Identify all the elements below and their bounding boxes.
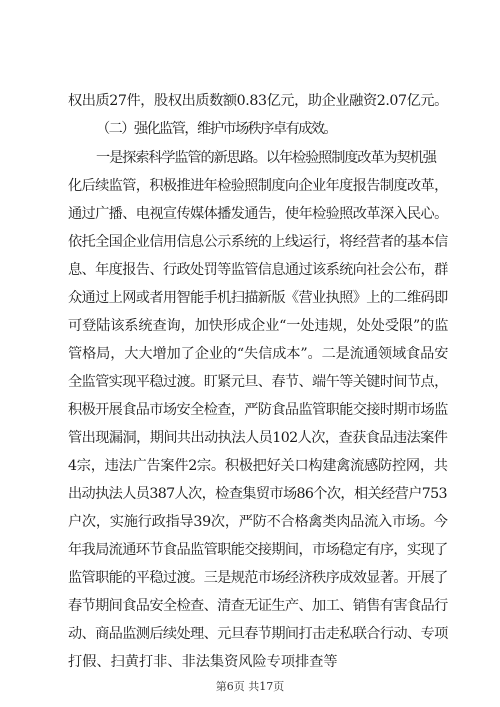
text-line: 春节期间食品安全检查、清查无证生产、加工、销售有害食品行 [68, 598, 448, 614]
text-line: 监管职能的平稳过渡。三是规范市场经济秩序成效显著。开展了 [68, 570, 448, 586]
text-line: 积极开展食品市场安全检查，严防食品监管职能交接时期市场监 [68, 402, 448, 418]
section-heading: （二）强化监管，维护市场秩序卓有成效。 [96, 121, 337, 137]
text-line: 权出质27件，股权出质数额0.83亿元，助企业融资2.07亿元。 [68, 93, 448, 109]
text-line: 化后续监管，积极推进年检验照制度向企业年度报告制度改革， [68, 178, 448, 194]
text-line: 众通过上网或者用智能手机扫描新版《营业执照》上的二维码即 [68, 290, 448, 306]
text-line: 动、商品监测后续处理、元旦春节期间打击走私联合行动、专项 [68, 626, 448, 642]
text-line: 年我局流通环节食品监管职能交接期间，市场稳定有序，实现了 [68, 542, 448, 558]
text-line: 依托全国企业信用信息公示系统的上线运行，将经营者的基本信 [68, 234, 448, 250]
text-line: 管出现漏洞，期间共出动执法人员102人次，查获食品违法案件 [68, 430, 448, 446]
text-line: 打假、扫黄打非、非法集资风险专项排查等 [68, 654, 338, 670]
text-line: 全监管实现平稳过渡。盯紧元旦、春节、端午等关键时间节点， [68, 374, 448, 390]
text-line: 通过广播、电视宣传媒体播发通告，使年检验照改革深入民心。 [68, 206, 448, 222]
text-line: 可登陆该系统查询，加快形成企业“一处违规，处处受限”的监 [68, 318, 449, 334]
page-footer: 第6页 共17页 [215, 680, 285, 693]
text-line: 出动执法人员387人次，检查集贸市场86个次，相关经营户753 [68, 486, 447, 502]
text-line: 4宗，违法广告案件2宗。积极把好关口构建禽流感防控网，共 [68, 458, 448, 474]
text-line: 息、年度报告、行政处罚等监管信息通过该系统向社会公布，群 [68, 262, 448, 278]
text-line: 管格局，大大增加了企业的“失信成本”。二是流通领域食品安 [68, 346, 449, 362]
text-line: 一是探索科学监管的新思路。以年检验照制度改革为契机强 [96, 150, 436, 166]
text-line: 户次，实施行政指导39次，严防不合格禽类肉品流入市场。今 [68, 514, 448, 530]
